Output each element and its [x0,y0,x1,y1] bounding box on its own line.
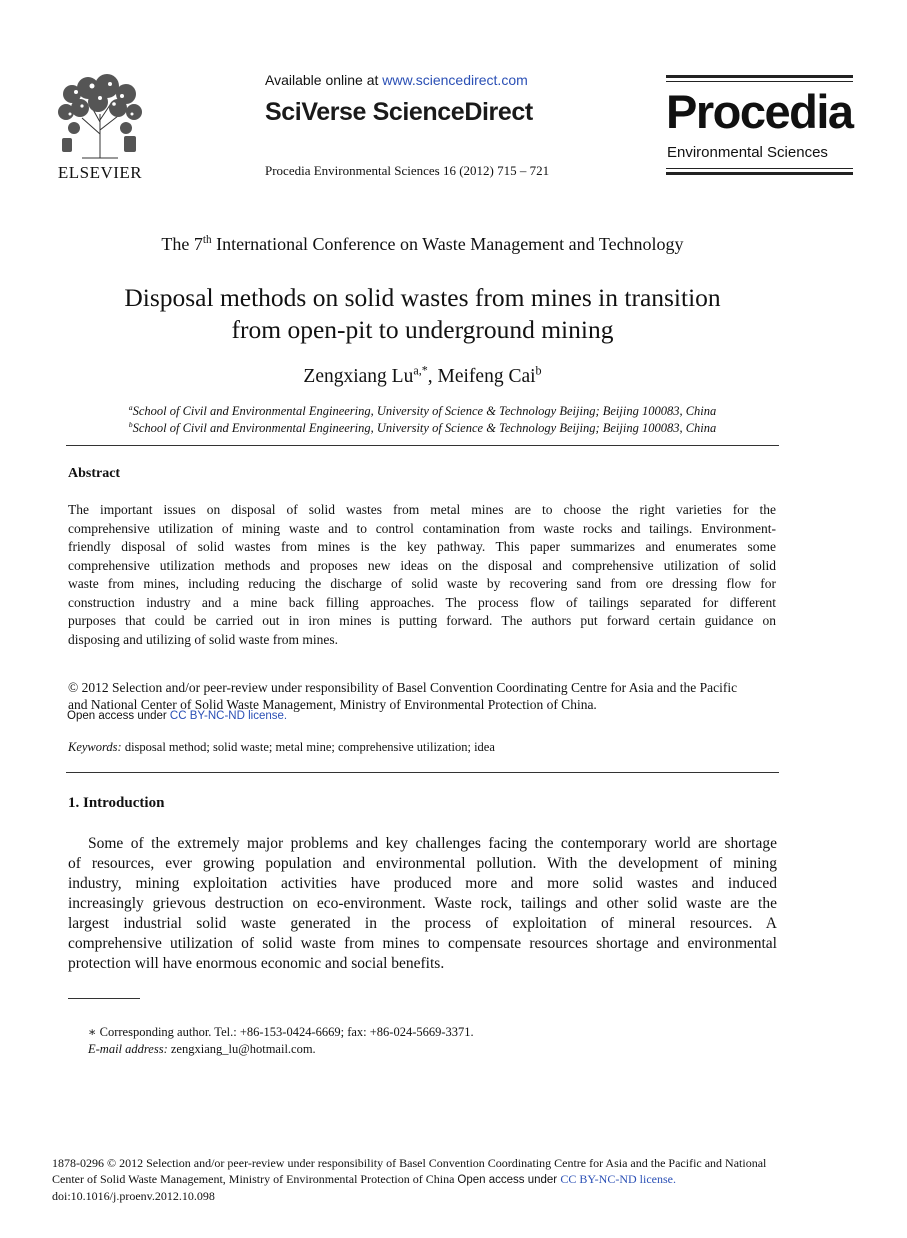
affiliation-a-text: School of Civil and Environmental Engineering, University of Science & Technology Beijing; Beijing 100083, China [132,404,717,418]
abstract-copyright [68,680,737,713]
email-address: zengxiang_lu@hotmail.com. [167,1042,316,1056]
abstract-line: disposing and utilizing of solid waste from mines. [68,631,338,647]
footer-line-2 [52,1171,766,1188]
procedia-wordmark: Procedia [666,85,853,138]
footer-line-1: 1878-0296 © 2012 Selection and/or peer-review under responsibility of Basel Convention Coordinating Centre for Asia and the Pacific and National [52,1156,767,1170]
corresponding-author: ∗ Corresponding author. Tel.: +86-153-0424-6669; fax: +86-024-5669-3371. [88,1025,474,1039]
keywords [68,740,495,755]
footer-line-2-text: Center of Solid Waste Management, Ministry of Environmental Protection of China [52,1172,458,1186]
intro-line: increasingly grievous destruction on eco-environment. Waste rock, tailings and other solid waste are the [68,895,777,912]
intro-line: protection will have enormous economic and social benefits. [68,955,445,972]
paper-title-line-2: from open-pit to underground mining [231,315,614,344]
introduction-body [68,834,777,974]
elsevier-tree-icon [52,74,148,160]
procedia-top-rule-thin [666,81,853,82]
author-separator: , [427,366,438,387]
abstract-line: purposes that could be carried out in iron mines is putting forward. The authors put forward certain guidance on [68,613,776,628]
intro-line: of resources, ever growing population and environmental pollution. With the development of mining [68,855,777,872]
footnote [88,1024,474,1058]
elsevier-wordmark: ELSEVIER [57,163,143,182]
paper-title [0,282,845,346]
author-1-affiliation: a,* [413,363,428,378]
conference-suffix: International Conference on Waste Management and Technology [211,234,684,254]
author-2-affiliation: b [535,363,542,378]
abstract-line: construction industry and a mine back filling approaches. The process flow of tailings separated for different [68,594,776,610]
sciverse-brand: SciVerse ScienceDirect [265,98,533,126]
footnote-rule [68,998,140,999]
abstract-open-access [67,710,287,722]
affiliation-a [0,403,845,420]
email-label: E-mail address: [88,1042,168,1056]
journal-citation: Procedia Environmental Sciences 16 (2012) 715 – 721 [265,163,550,178]
open-access-text: Open access under [67,710,170,722]
keywords-text: disposal method; solid waste; metal mine; comprehensive utilization; idea [121,740,495,754]
abstract-line: waste from mines, including reducing the discharge of solid waste by recovering sand from ore dressing flow for [68,576,776,591]
procedia-logo [666,75,853,176]
abstract-line: The important issues on disposal of solid wastes from metal mines are to choose the right varieties for the [68,502,776,517]
available-online-line [265,72,528,88]
header-divider [66,445,779,446]
author-2-name: Meifeng Cai [437,366,536,387]
license-link[interactable]: CC BY-NC-ND license. [169,710,288,722]
footer-license-link[interactable]: CC BY-NC-ND license. [560,1172,676,1186]
procedia-bottom-rule [666,172,853,175]
page-footer [52,1155,766,1204]
abstract-divider [66,772,779,773]
procedia-bottom-rule-thin [666,168,853,169]
procedia-top-rule [666,75,853,78]
intro-line: industry, mining exploitation activities have produced more and more solid wastes and induced [68,875,777,892]
abstract-body [68,501,776,649]
available-online-text: Available online at [265,72,383,88]
conference-name [0,234,845,255]
copyright-line-1: © 2012 Selection and/or peer-review under responsibility of Basel Convention Coordinating Centre for Asia and the Pacific [68,680,738,695]
author-list [0,363,845,388]
abstract-heading: Abstract [68,466,121,481]
section-heading: 1. Introduction [68,795,165,811]
author-1-name: Zengxiang Lu [303,366,414,387]
affiliation-a-mark: a [128,402,133,412]
elsevier-logo [52,74,148,182]
intro-line: Some of the extremely major problems and key challenges facing the contemporary world are shortage [88,835,777,852]
affiliation-b [0,420,845,437]
affiliations [0,403,845,437]
email-line [88,1041,474,1058]
conference-ordinal: th [202,234,212,246]
intro-line: largest industrial solid waste generated in the process of exploitation of mineral resources. A [68,915,777,932]
paper-title-line-1: Disposal methods on solid wastes from mines in transition [124,283,721,312]
abstract-line: friendly disposal of solid wastes from mines is the key pathway. This paper summarizes and enumerates some [68,539,776,554]
footer-open-access-text: Open access under [457,1174,561,1186]
procedia-subtitle: Environmental Sciences [667,144,828,161]
footer-doi: doi:10.1016/j.proenv.2012.10.098 [52,1189,215,1203]
conference-prefix: The 7 [161,234,203,254]
keywords-label: Keywords: [68,740,122,754]
affiliation-b-text: School of Civil and Environmental Engineering, University of Science & Technology Beijing; Beijing 100083, China [132,421,717,435]
affiliation-b-mark: b [128,419,133,429]
intro-line: comprehensive utilization of solid waste from mines to compensate resources shortage and environmental [68,935,777,952]
abstract-line: comprehensive utilization of mining waste and to control contamination from waste rocks and tailings. Environment- [68,520,776,536]
abstract-line: comprehensive utilization methods and proposes new ideas on the disposal and comprehensive utilization of solid [68,557,776,573]
copyright-line-2: and National Center of Solid Waste Management, Ministry of Environmental Protection of China. [68,696,597,712]
sciencedirect-link[interactable]: www.sciencedirect.com [382,72,528,88]
